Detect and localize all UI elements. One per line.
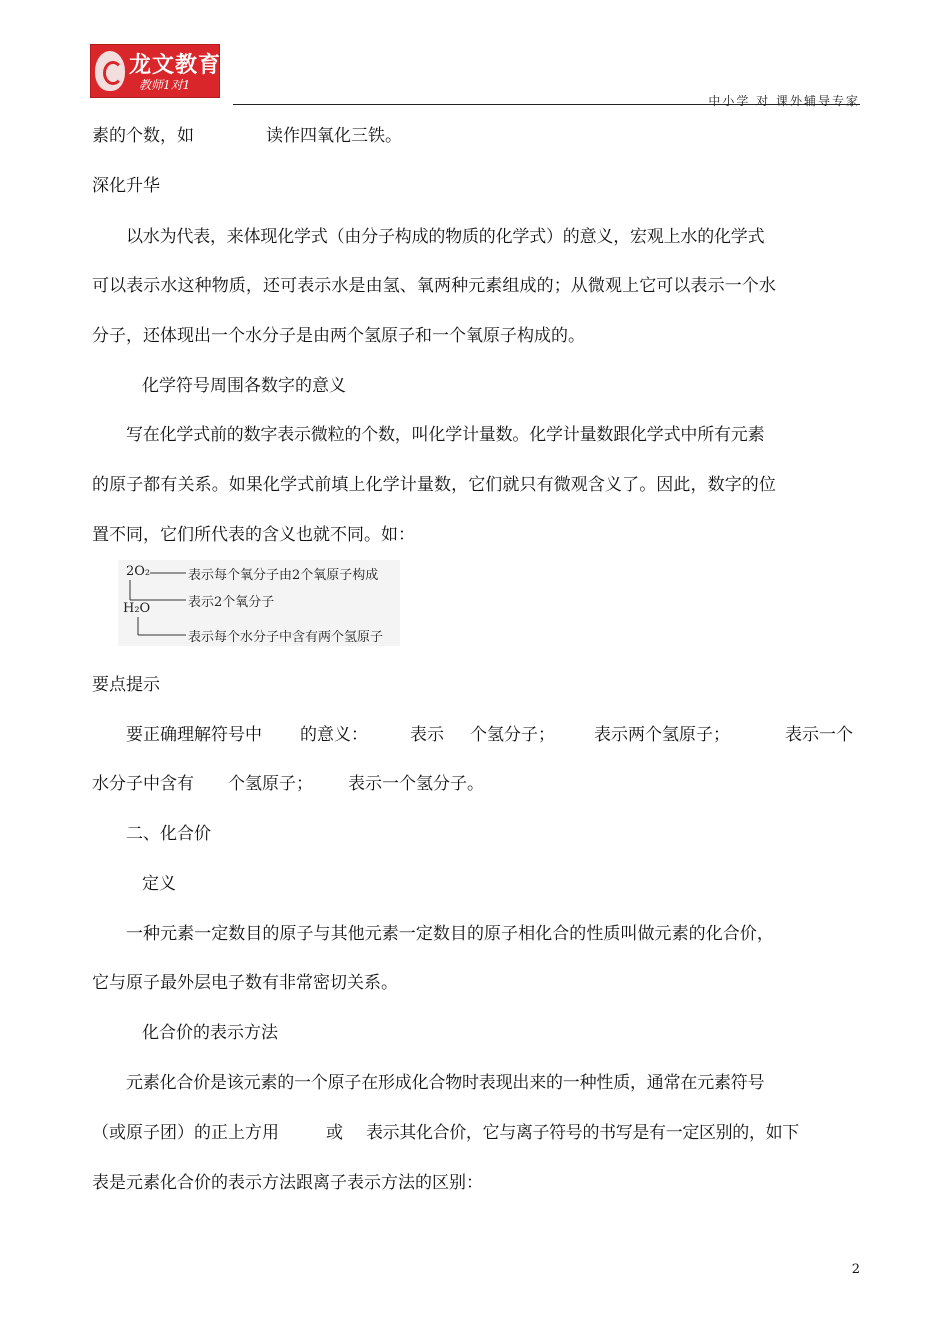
text-fragment: 表示两个氢原子； xyxy=(594,725,730,745)
diagram-label-3: 表示每个水分子中含有两个氢原子 xyxy=(188,630,384,645)
text-fragment: 要正确理解符号中 xyxy=(126,725,262,745)
text-fragment: （或原子团）的正上方用 xyxy=(92,1123,279,1143)
text-fragment: 或 xyxy=(326,1123,343,1143)
text-fragment: 表示 xyxy=(410,725,444,745)
text-fragment: 表示一个氢分子。 xyxy=(348,774,484,794)
header-divider xyxy=(233,104,860,105)
section-heading-deepen: 深化升华 xyxy=(92,176,160,196)
formula-diagram xyxy=(118,560,400,646)
paragraph-line: 置不同，它们所代表的含义也就不同。如： xyxy=(92,525,415,545)
subheading-definition: 定义 xyxy=(142,874,176,894)
diagram-label-1: 表示每个氧分子由2个氧原子构成 xyxy=(188,568,379,583)
subheading-number-meaning: 化学符号周围各数字的意义 xyxy=(142,376,346,396)
text-fragment: 表示一个 xyxy=(785,725,853,745)
paragraph-line: 表是元素化合价的表示方法跟离子表示方法的区别： xyxy=(92,1173,483,1193)
logo-subtitle: 教师1对1 xyxy=(139,78,191,92)
text-line-1a: 素的个数，如 xyxy=(92,126,194,146)
paragraph-line: 它与原子最外层电子数有非常密切关系。 xyxy=(92,973,398,993)
text-fragment: 的意义： xyxy=(300,725,368,745)
paragraph-line: 写在化学式前的数字表示微粒的个数，叫化学计量数。化学计量数跟化学式中所有元素 xyxy=(126,425,765,445)
formula-h2o: H₂O xyxy=(123,601,151,616)
text-fragment: 水分子中含有 xyxy=(92,774,194,794)
logo xyxy=(90,44,220,98)
section-heading-valence: 二、化合价 xyxy=(126,824,211,844)
logo-emblem-icon xyxy=(95,51,125,91)
logo-title: 龙文教育 xyxy=(129,53,222,78)
text-fragment: 表示其化合价，它与离子符号的书写是有一定区别的，如下 xyxy=(366,1123,799,1143)
paragraph-line: 以水为代表，来体现化学式（由分子构成的物质的化学式）的意义，宏观上水的化学式 xyxy=(126,227,765,247)
header-tagline: 中小学 对 课外辅导专家 xyxy=(708,94,860,108)
paragraph-line: 的原子都有关系。如果化学式前填上化学计量数，它们就只有微观含义了。因此，数字的位 xyxy=(92,475,776,495)
paragraph-line: 一种元素一定数目的原子与其他元素一定数目的原子相化合的性质叫做元素的化合价， xyxy=(126,924,774,944)
subheading-valence-notation: 化合价的表示方法 xyxy=(142,1023,278,1043)
text-fragment: 个氢分子； xyxy=(470,725,555,745)
section-heading-key-points: 要点提示 xyxy=(92,675,160,695)
formula-2o2: 2O₂ xyxy=(126,564,151,579)
text-fragment: 个氢原子； xyxy=(228,774,313,794)
paragraph-line: 分子，还体现出一个水分子是由两个氢原子和一个氧原子构成的。 xyxy=(92,326,585,346)
paragraph-line: 可以表示水这种物质，还可表示水是由氢、氧两种元素组成的；从微观上它可以表示一个水 xyxy=(92,276,776,296)
diagram-label-2: 表示2个氧分子 xyxy=(188,595,275,610)
paragraph-line: 元素化合价是该元素的一个原子在形成化合物时表现出来的一种性质，通常在元素符号 xyxy=(126,1073,765,1093)
page-number: 2 xyxy=(851,1262,860,1277)
text-line-1b: 读作四氧化三铁。 xyxy=(266,126,402,146)
